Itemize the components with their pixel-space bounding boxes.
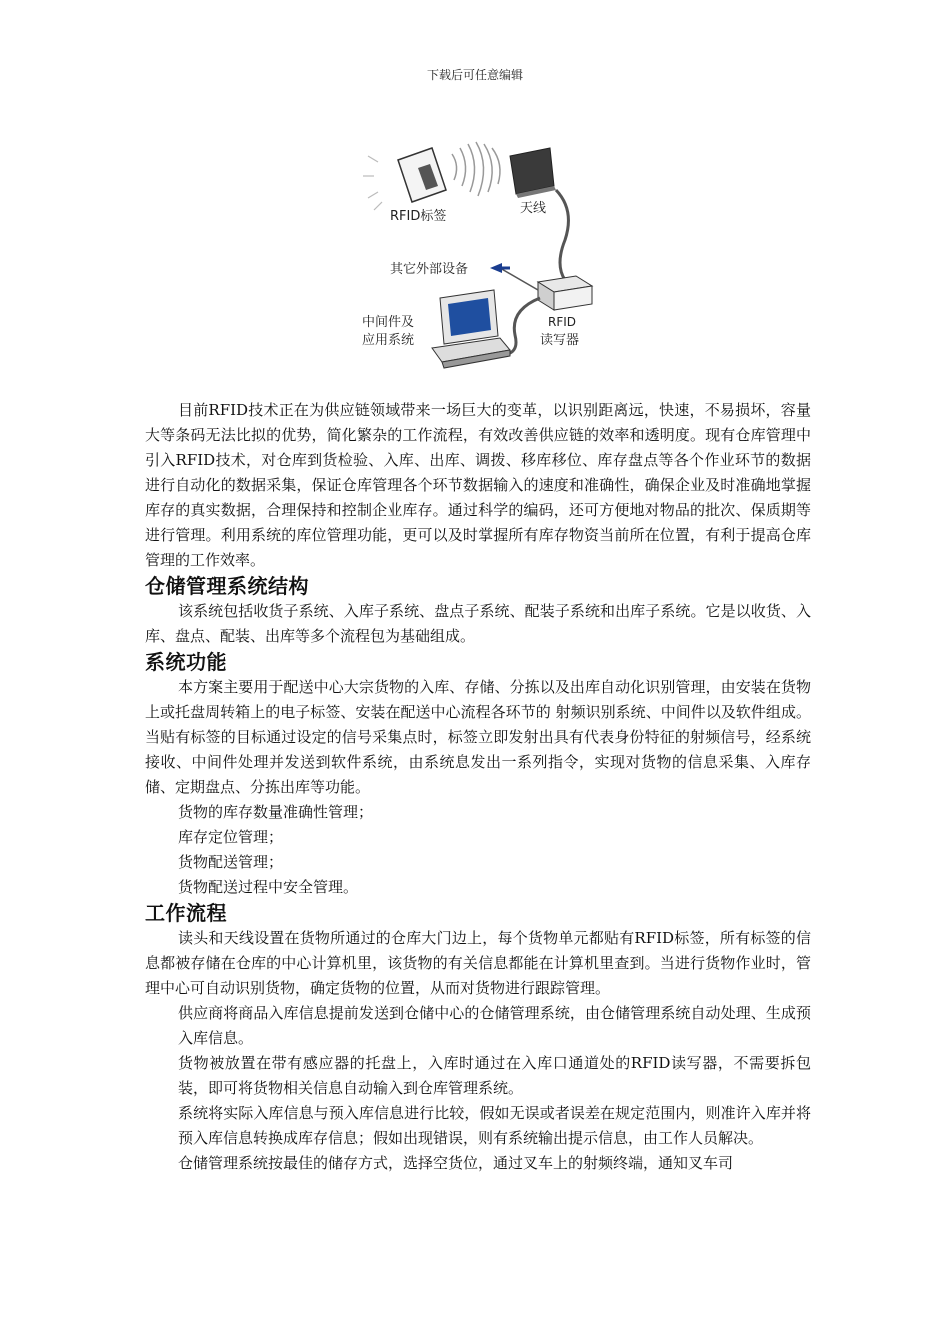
workflow-step: 供应商将商品入库信息提前发送到仓储中心的仓储管理系统，由仓储管理系统自动处理、生成预入库信息。 xyxy=(178,1004,811,1047)
computer-icon xyxy=(432,290,510,368)
document-body xyxy=(145,398,811,1176)
antenna-label: 天线 xyxy=(520,201,547,216)
section-heading-functions: 系统功能 xyxy=(145,650,227,674)
tag-signal-rays xyxy=(363,156,382,210)
section-heading-workflow: 工作流程 xyxy=(145,901,227,925)
antenna-icon xyxy=(510,148,556,198)
rfid-tag-icon xyxy=(398,148,446,202)
function-item: 货物的库存数量准确性管理； xyxy=(178,803,374,821)
functions-paragraph: 本方案主要用于配送中心大宗货物的入库、存储、分拣以及出库自动化识别管理，由安装在货物上或托盘周转箱上的电子标签、安装在配送中心流程各环节的 射频识别系统、中间件以及软件组成。当贴有标签的目标通过设定的信号采集点时，标签立即发射出具有代表身份特征的射频信号，经系统接收、中间件处理并发送到软件系统，由系统息发出一系列指令，实现对货物的信息采集、入库存储、定期盘点、分拣出库等功能。 xyxy=(145,678,811,796)
reader-label-line2: 读写器 xyxy=(540,333,580,348)
antenna-cable xyxy=(556,190,568,280)
reader-label-line1: RFID xyxy=(548,315,577,329)
intro-paragraph: 目前RFID技术正在为供应链领域带来一场巨大的变革，以识别距离远，快速，不易损坏，容量大等条码无法比拟的优势，简化繁杂的工作流程，有效改善供应链的效率和透明度。现有仓库管理中引入RFID技术，对仓库到货检验、入库、出库、调拨、移库移位、库存盘点等各个作业环节的数据进行自动化的数据采集，保证仓库管理各个环节数据输入的速度和准确性，确保企业及时准确地掌握库存的真实数据，合理保持和控制企业库存。通过科学的编码，还可方便地对物品的批次、保质期等进行管理。利用系统的库位管理功能，更可以及时掌握所有库存物资当前所在位置，有利于提高仓库管理的工作效率。 xyxy=(145,401,811,569)
workflow-step: 仓储管理系统按最佳的储存方式，选择空货位，通过叉车上的射频终端，通知叉车司 xyxy=(178,1154,734,1172)
workflow-paragraph: 读头和天线设置在货物所通过的仓库大门边上，每个货物单元都贴有RFID标签，所有标签的信息都被存储在仓库的中心计算机里，该货物的有关信息都能在计算机里查到。当进行货物作业时，管理中心可自动识别货物，确定货物的位置，从而对货物进行跟踪管理。 xyxy=(145,929,811,997)
function-item: 货物配送管理； xyxy=(178,853,284,871)
other-devices-label: 其它外部设备 xyxy=(390,262,469,277)
reader-connector xyxy=(500,268,538,290)
function-item: 库存定位管理； xyxy=(178,828,284,846)
page-header: 下载后可任意编辑 xyxy=(426,68,523,82)
structure-paragraph: 该系统包括收货子系统、入库子系统、盘点子系统、配装子系统和出库子系统。它是以收货、入库、盘点、配装、出库等多个流程包为基础组成。 xyxy=(145,602,811,645)
function-item: 货物配送过程中安全管理。 xyxy=(178,878,359,896)
workflow-step: 货物被放置在带有感应器的托盘上，入库时通过在入库口通道处的RFID读写器，不需要拆包装，即可将货物相关信息自动输入到仓库管理系统。 xyxy=(178,1054,811,1097)
rfid-system-diagram xyxy=(360,140,600,380)
middleware-label-line2: 应用系统 xyxy=(362,333,415,348)
radio-wave-icon xyxy=(452,142,500,196)
middleware-label-line1: 中间件及 xyxy=(362,315,415,330)
rfid-diagram-svg xyxy=(360,140,600,380)
arrow-left-icon xyxy=(490,263,502,273)
section-heading-structure: 仓储管理系统结构 xyxy=(145,574,309,598)
rfid-reader-icon xyxy=(538,276,592,310)
workflow-step: 系统将实际入库信息与预入库信息进行比较，假如无误或者误差在规定范围内，则准许入库并将预入库信息转换成库存信息；假如出现错误，则有系统输出提示信息，由工作人员解决。 xyxy=(178,1104,811,1147)
rfid-tag-label: RFID标签 xyxy=(390,209,447,224)
